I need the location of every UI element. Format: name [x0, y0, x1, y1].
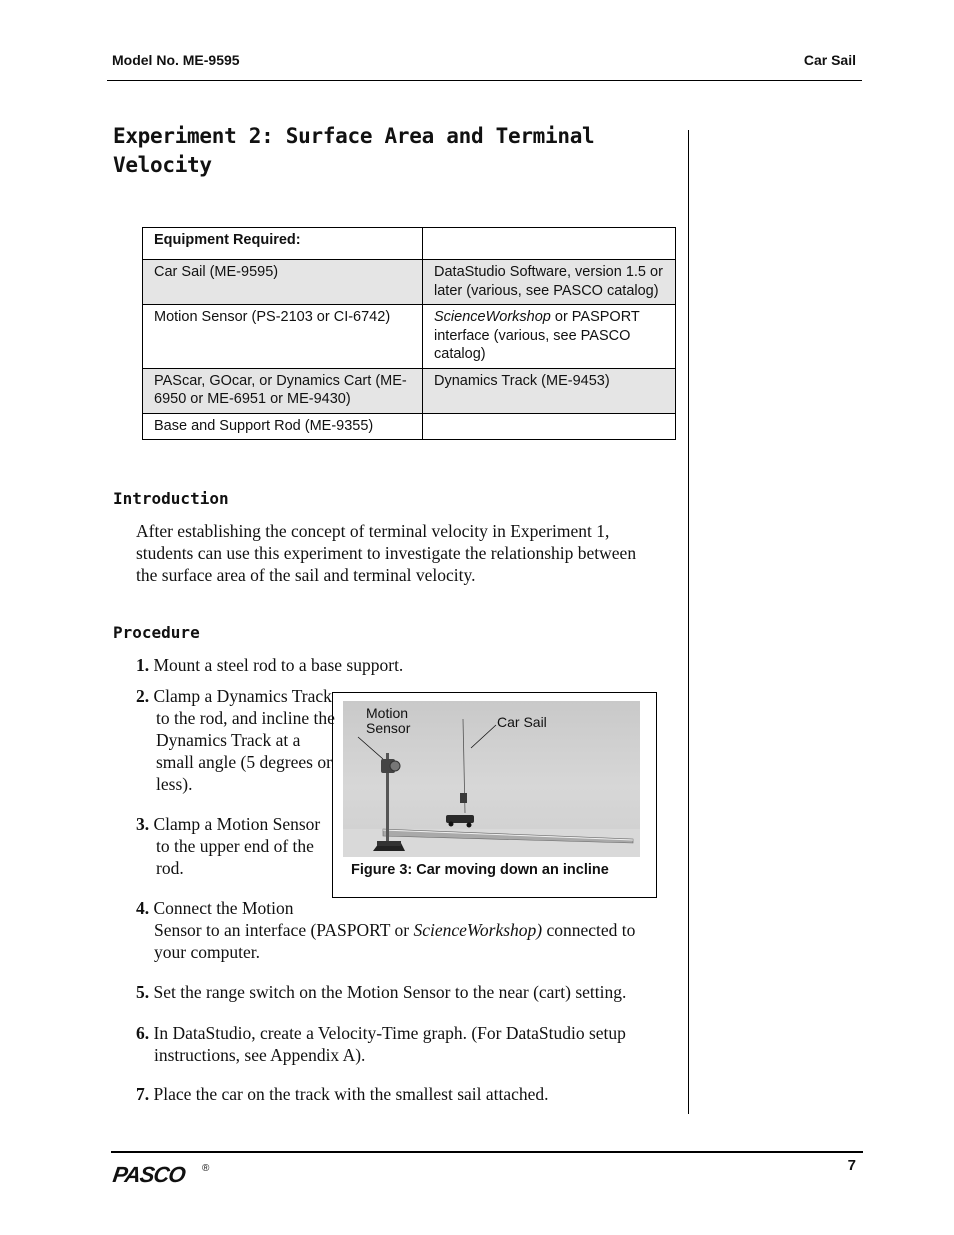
- table-cell: PAScar, GOcar, or Dynamics Cart (ME-6950 or ME-6951 or ME-9430): [143, 368, 423, 413]
- motion-sensor-label: Motion Sensor: [366, 705, 411, 736]
- equipment-table: [142, 227, 676, 440]
- table-cell: [423, 413, 676, 440]
- procedure-heading: Procedure: [113, 623, 200, 642]
- product-name: Car Sail: [803, 52, 856, 68]
- car-sail-label: Car Sail: [497, 714, 547, 730]
- procedure-step: 7. Place the car on the track with the smallest sail attached.: [136, 1084, 549, 1104]
- table-cell: Motion Sensor (PS-2103 or CI-6742): [143, 305, 423, 369]
- pasco-logo: PASCO: [111, 1162, 187, 1187]
- italic-software-name: ScienceWorkshop: [434, 309, 551, 325]
- table-cell: DataStudio Software, version 1.5 or later (various, see PASCO catalog): [423, 260, 676, 305]
- table-cell: [423, 305, 676, 369]
- table-row: [143, 305, 676, 369]
- page-number: 7: [847, 1157, 856, 1174]
- table-cell: Dynamics Track (ME-9453): [423, 368, 676, 413]
- table-cell: [423, 228, 676, 260]
- table-cell-text: or PASPORT interface (various, see PASCO catalog): [434, 309, 640, 362]
- introduction-text: After establishing the concept of terminal velocity in Experiment 1, students can use this experiment to investigate the relationship between the surface area of the sail and terminal velocity.: [136, 521, 637, 585]
- procedure-step: 4. Connect the Motion: [136, 898, 294, 918]
- procedure-step: 6. In DataStudio, create a Velocity-Time graph. (For DataStudio setup instructions, see Appendix A).: [136, 1023, 626, 1065]
- equipment-header: Equipment Required:: [143, 228, 423, 260]
- figure-caption: Figure 3: Car moving down an incline: [351, 862, 609, 878]
- footer-rule: [111, 1151, 863, 1153]
- table-row: [143, 260, 676, 305]
- table-row: [143, 368, 676, 413]
- registered-mark: ®: [202, 1163, 210, 1174]
- table-cell: Base and Support Rod (ME-9355): [143, 413, 423, 440]
- page-title: Experiment 2: Surface Area and Terminal Velocity: [113, 124, 595, 177]
- table-cell: Car Sail (ME-9595): [143, 260, 423, 305]
- procedure-step: 2. Clamp a Dynamics Track to the rod, and incline the Dynamics Track at a small angle (5 degrees or less).: [136, 686, 335, 794]
- header-rule: [107, 80, 862, 81]
- introduction-heading: Introduction: [113, 489, 229, 508]
- procedure-step: 5. Set the range switch on the Motion Sensor to the near (cart) setting.: [136, 982, 627, 1002]
- table-row: [143, 413, 676, 440]
- procedure-step-continued: Sensor to an interface (PASPORT or ScienceWorkshop) connected to your computer.: [154, 920, 636, 962]
- procedure-step: 3. Clamp a Motion Sensor to the upper end of the rod.: [136, 814, 321, 878]
- procedure-step: 1. Mount a steel rod to a base support.: [136, 655, 404, 675]
- margin-rule: [688, 130, 689, 1114]
- model-number: Model No. ME-9595: [112, 52, 240, 68]
